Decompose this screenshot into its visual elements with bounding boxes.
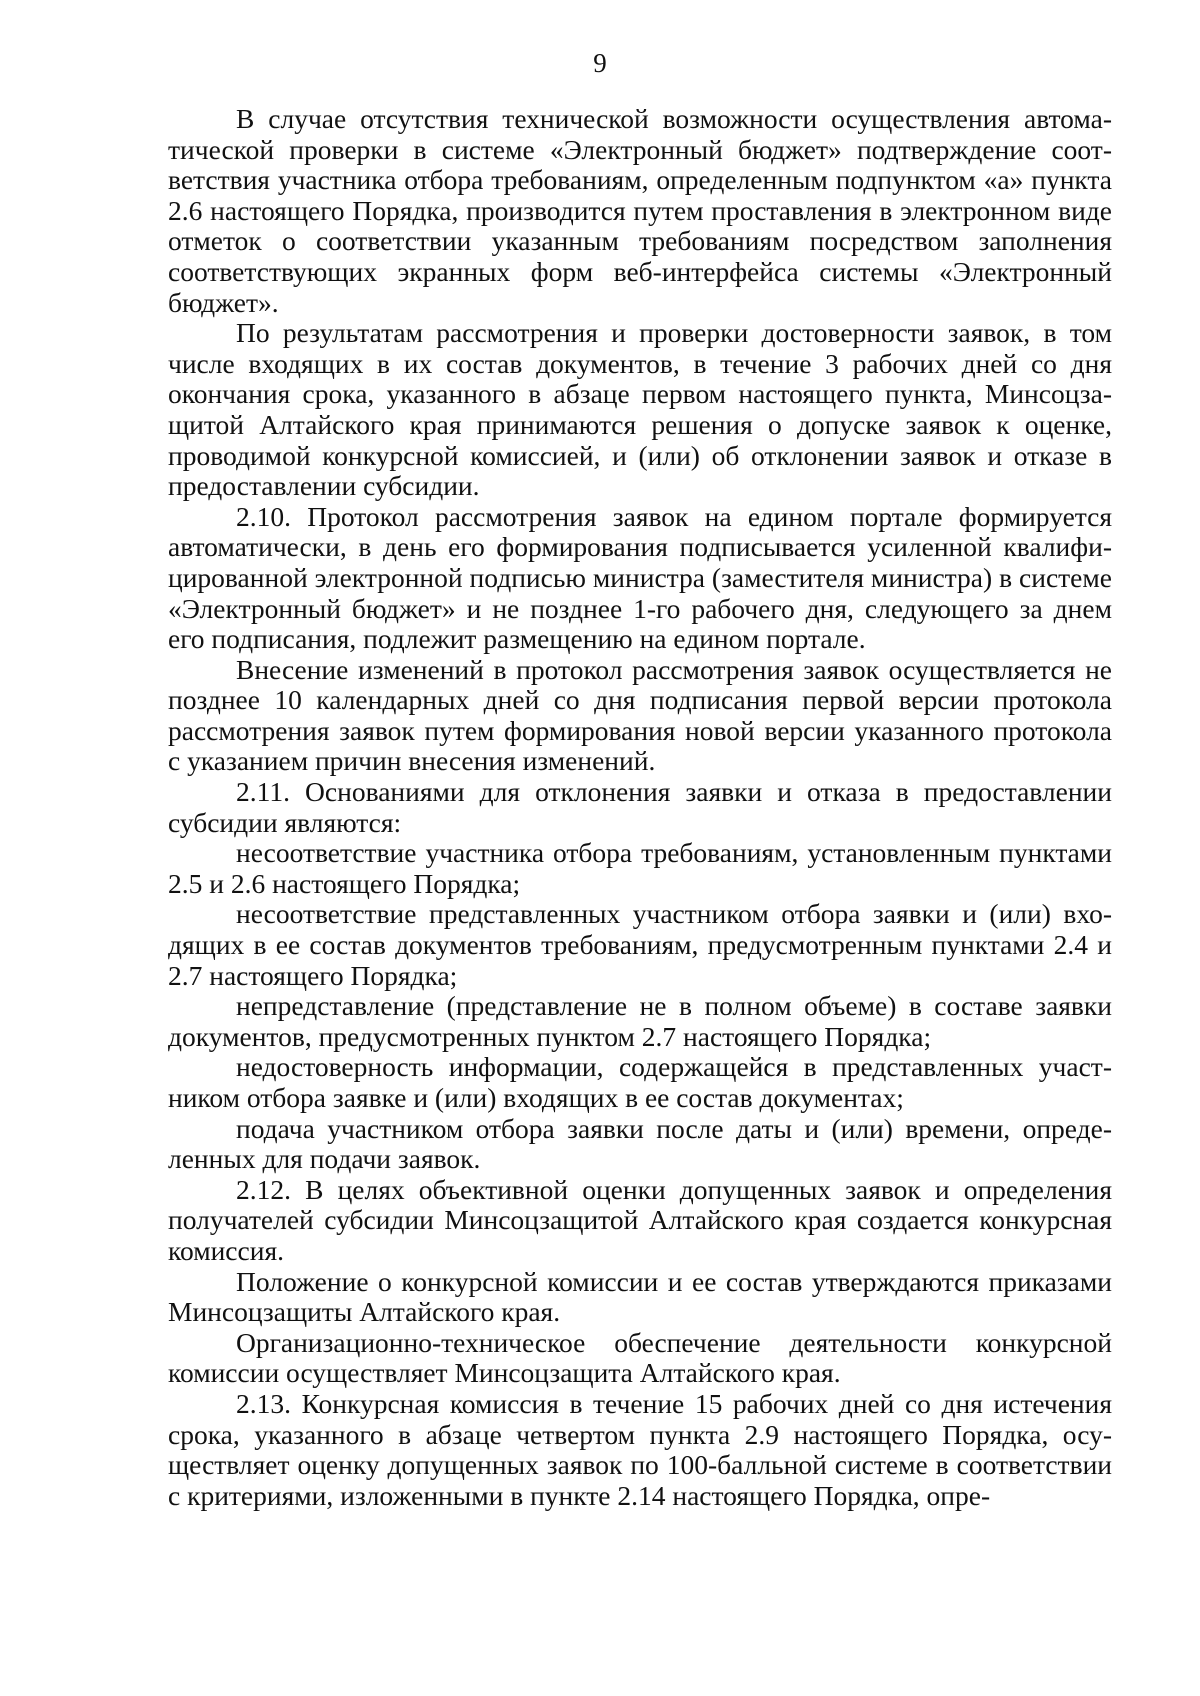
paragraph-ground-late-submission: подача участником отбора заявки после даты и (или) времени, определенных для подачи заявок.	[168, 1112, 1112, 1175]
paragraph-protocol-amendments: Внесение изменений в протокол рассмотрения заявок осуществляется не позднее 10 календарных дней со дня подписания первой версии протокола рассмотрения заявок путем формирования новой версии указанного протокола с указанием причин внесения изменений.	[168, 653, 1112, 777]
paragraph-2-11-rejection-grounds: 2.11. Основаниями для отклонения заявки и отказа в предоставлении субсидии являются:	[168, 776, 1112, 838]
paragraph-ground-incomplete-documents: непредставление (представление не в полном объеме) в составе заявки документов, предусмотренных пунктом 2.7 настоящего Порядка;	[168, 990, 1112, 1052]
paragraph-no-technical-capability: В случае отсутствия технической возможности осуществления автоматической проверки в системе «Электронный бюджет» подтверждение соответствия участника отбора требованиям, определенным подпунктом «а» пункта 2.6 настоящего Порядка, производится путем проставления в электронном виде отметок о соответствии указанным требованиям посредством заполнения соответствующих экранных форм веб-интерфейса системы «Электронный бюджет».	[168, 103, 1112, 318]
paragraph-ground-participant-mismatch: несоответствие участника отбора требованиям, установленным пунктами 2.5 и 2.6 настоящего Порядка;	[168, 837, 1112, 899]
paragraph-2-12-commission: 2.12. В целях объективной оценки допущенных заявок и определения получателей субсидии Минсоцзащитой Алтайского края создается конкурсная комиссия.	[168, 1173, 1112, 1266]
paragraph-review-results: По результатам рассмотрения и проверки достоверности заявок, в том числе входящих в их состав документов, в течение 3 рабочих дней со дня окончания срока, указанного в абзаце первом настоящего пункта, Минсоцзащитой Алтайского края принимаются решения о допуске заявок к оценке, проводимой конкурсной комиссией, и (или) об отклонении заявок и отказе в предоставлении субсидии.	[168, 317, 1112, 502]
paragraph-2-10-protocol: 2.10. Протокол рассмотрения заявок на едином портале формируется автоматически, в день его формирования подписывается усиленной квалифицированной электронной подписью министра (заместителя министра) в системе «Электронный бюджет» и не позднее 1-го рабочего дня, следующего за днем его подписания, подлежит размещению на едином портале.	[168, 500, 1112, 655]
paragraph-ground-unreliable-information: недостоверность информации, содержащейся в представленных участником отбора заявке и (или) входящих в ее состав документах;	[168, 1051, 1112, 1113]
paragraph-ground-documents-mismatch: несоответствие представленных участником отбора заявки и (или) входящих в ее состав документов требованиям, предусмотренным пунктами 2.4 и 2.7 настоящего Порядка;	[168, 898, 1112, 991]
document-body	[168, 104, 1112, 1511]
paragraph-2-13-evaluation: 2.13. Конкурсная комиссия в течение 15 рабочих дней со дня истечения срока, указанного в абзаце четвертом пункта 2.9 настоящего Порядка, осуществляет оценку допущенных заявок по 100-балльной системе в соответствии с критериями, изложенными в пункте 2.14 настоящего Порядка, опре-	[168, 1387, 1112, 1511]
paragraph-commission-support: Организационно-техническое обеспечение деятельности конкурсной комиссии осуществляет Минсоцзащита Алтайского края.	[168, 1326, 1112, 1389]
page-number: 9	[593, 48, 607, 78]
paragraph-commission-regulations: Положение о конкурсной комиссии и ее состав утверждаются приказами Минсоцзащиты Алтайского края.	[168, 1265, 1112, 1328]
